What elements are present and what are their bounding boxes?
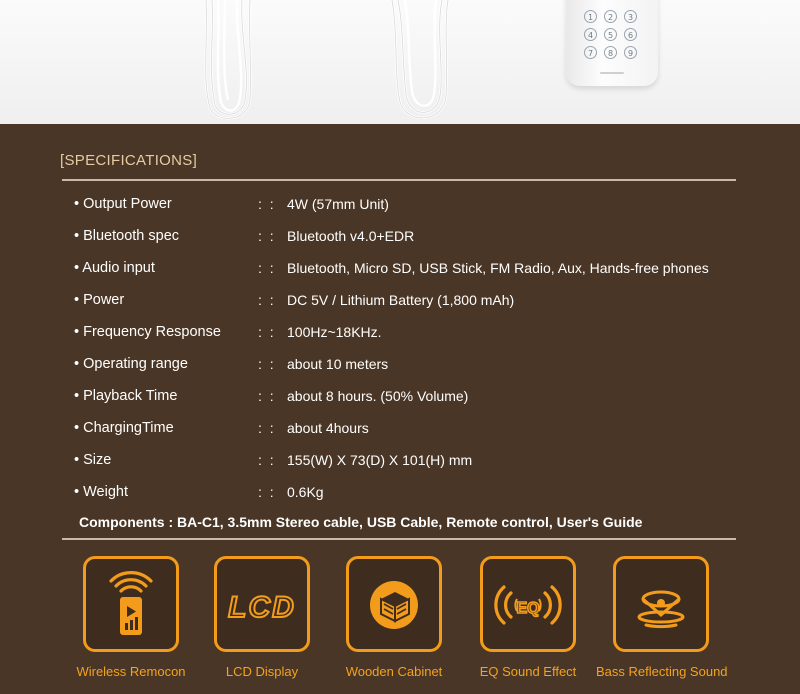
spec-value: DC 5V / Lithium Battery (1,800 mAh) bbox=[287, 292, 515, 308]
feature-wireless-remocon bbox=[83, 556, 179, 652]
spec-label: • Output Power bbox=[74, 196, 172, 212]
feature-bass-reflecting-sound bbox=[613, 556, 709, 652]
wooden-cabinet-icon bbox=[349, 559, 439, 649]
feature-wooden-cabinet bbox=[346, 556, 442, 652]
spec-value: Bluetooth v4.0+EDR bbox=[287, 228, 415, 244]
lcd-icon-text: LCD bbox=[228, 591, 296, 624]
divider-top bbox=[62, 179, 736, 181]
spec-row bbox=[0, 320, 800, 344]
remote-key: 8 bbox=[604, 46, 617, 59]
wireless-remote-icon bbox=[86, 559, 176, 649]
spec-separator: : : bbox=[258, 356, 276, 372]
components-text: Components : BA-C1, 3.5mm Stereo cable, USB Cable, Remote control, User's Guide bbox=[79, 514, 643, 530]
spec-row bbox=[0, 448, 800, 472]
eq-icon-text: EQ bbox=[516, 600, 540, 617]
spec-separator: : : bbox=[258, 228, 276, 244]
feature-label-wooden-cabinet: Wooden Cabinet bbox=[345, 664, 443, 679]
remote-key: 5 bbox=[604, 28, 617, 41]
spec-label: • Frequency Response bbox=[74, 324, 221, 340]
spec-label: • Operating range bbox=[74, 356, 188, 372]
spec-row bbox=[0, 352, 800, 376]
spec-value: 100Hz~18KHz. bbox=[287, 324, 382, 340]
remote-grille bbox=[600, 72, 624, 74]
spec-separator: : : bbox=[258, 196, 276, 212]
spec-value: 4W (57mm Unit) bbox=[287, 196, 389, 212]
remote-key: 2 bbox=[604, 10, 617, 23]
spec-separator: : : bbox=[258, 292, 276, 308]
spec-row bbox=[0, 416, 800, 440]
spec-value: 0.6Kg bbox=[287, 484, 324, 500]
feature-label-eq-sound-effect: EQ Sound Effect bbox=[479, 664, 577, 679]
feature-label-lcd-display: LCD Display bbox=[225, 664, 299, 679]
spec-label: • Power bbox=[74, 292, 125, 308]
remote-key: 9 bbox=[624, 46, 637, 59]
spec-separator: : : bbox=[258, 260, 276, 276]
eq-sound-icon bbox=[483, 559, 573, 649]
remote-key: 1 bbox=[584, 10, 597, 23]
spec-label: • ChargingTime bbox=[74, 420, 174, 436]
specifications-title: [SPECIFICATIONS] bbox=[60, 152, 198, 169]
spec-row bbox=[0, 384, 800, 408]
divider-bottom bbox=[62, 538, 736, 540]
spec-value: Bluetooth, Micro SD, USB Stick, FM Radio, Aux, Hands-free phones bbox=[287, 260, 709, 276]
spec-separator: : : bbox=[258, 484, 276, 500]
spec-label: • Audio input bbox=[74, 260, 155, 276]
lcd-display-icon bbox=[217, 559, 307, 649]
spec-row bbox=[0, 288, 800, 312]
spec-label: • Size bbox=[74, 452, 112, 468]
spec-separator: : : bbox=[258, 420, 276, 436]
remote-key: 6 bbox=[624, 28, 637, 41]
spec-label: • Weight bbox=[74, 484, 128, 500]
remote-key: 3 bbox=[624, 10, 637, 23]
cable-coil-icon bbox=[190, 0, 280, 124]
product-photo bbox=[0, 0, 800, 124]
remote-key: 7 bbox=[584, 46, 597, 59]
spec-label: • Playback Time bbox=[74, 388, 178, 404]
spec-row bbox=[0, 256, 800, 280]
spec-row bbox=[0, 192, 800, 216]
remote-control bbox=[566, 0, 658, 86]
spec-separator: : : bbox=[258, 452, 276, 468]
feature-label-bass-reflecting-sound: Bass Reflecting Sound bbox=[596, 664, 728, 679]
feature-eq-sound-effect bbox=[480, 556, 576, 652]
remote-key: 4 bbox=[584, 28, 597, 41]
spec-separator: : : bbox=[258, 388, 276, 404]
bass-reflex-icon bbox=[616, 559, 706, 649]
spec-label: • Bluetooth spec bbox=[74, 228, 180, 244]
spec-row bbox=[0, 224, 800, 248]
spec-value: about 8 hours. (50% Volume) bbox=[287, 388, 469, 404]
cable-coil-icon bbox=[378, 0, 468, 124]
spec-row bbox=[0, 480, 800, 504]
spec-value: about 4hours bbox=[287, 420, 369, 436]
spec-value: 155(W) X 73(D) X 101(H) mm bbox=[287, 452, 473, 468]
spec-value: about 10 meters bbox=[287, 356, 389, 372]
feature-label-wireless-remocon: Wireless Remocon bbox=[76, 664, 186, 679]
feature-lcd-display bbox=[214, 556, 310, 652]
spec-separator: : : bbox=[258, 324, 276, 340]
